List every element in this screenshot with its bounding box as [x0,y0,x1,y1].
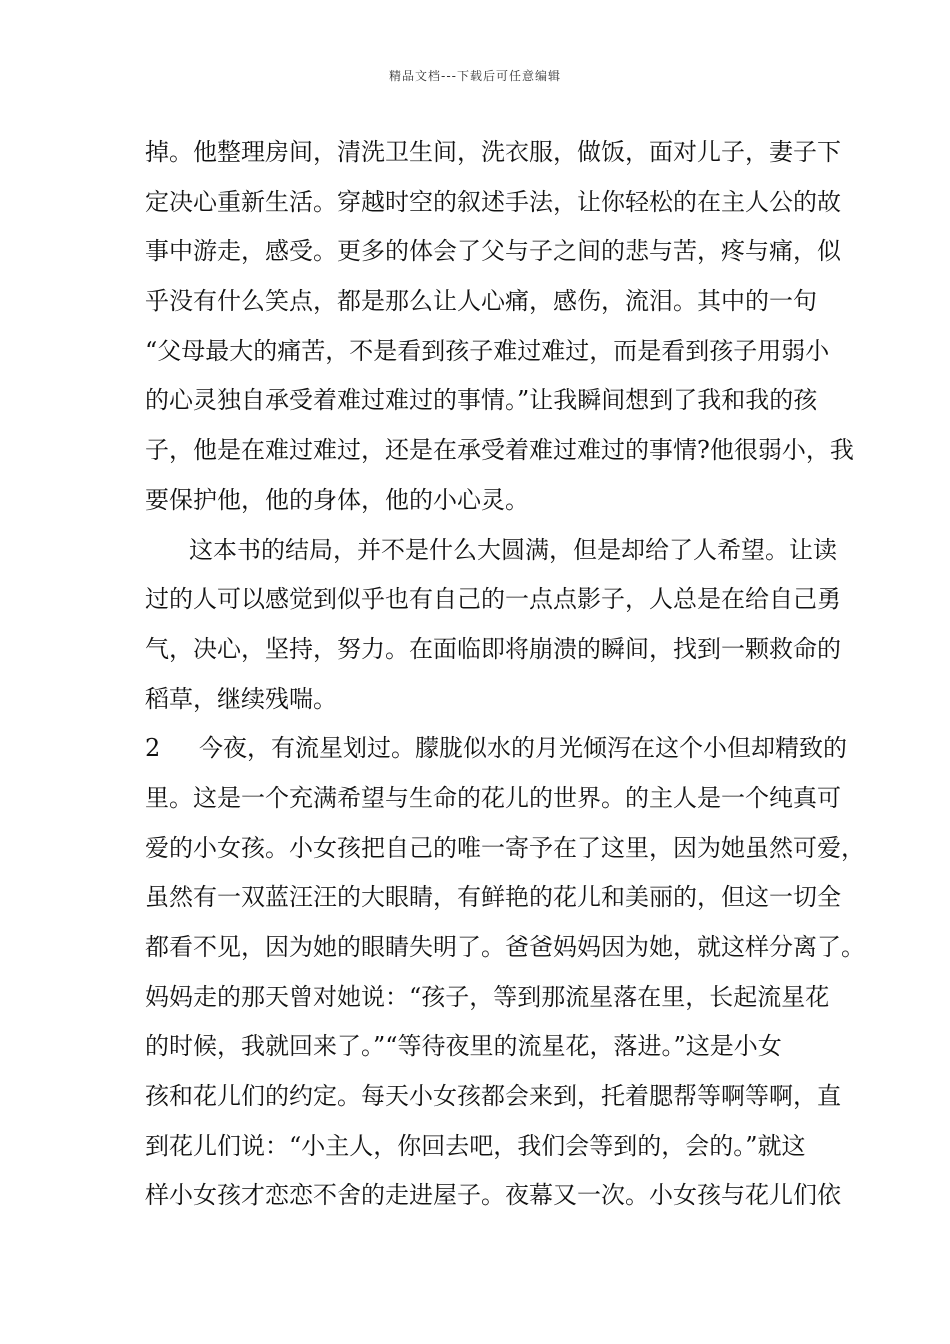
text-line: 今夜，有流星划过。朦胧似水的月光倾泻在这个小但却精致的 [199,734,847,763]
text-line: 气，决心，坚持，努力。在面临即将崩溃的瞬间，找到一颗救命的 [145,634,841,663]
text-line: 妈妈走的那天曾对她说：“孩子，等到那流星落在里，长起流星花 [145,982,830,1011]
section-first-line [145,724,847,774]
text-line: 孩和花儿们的约定。每天小女孩都会来到，托着腮帮等啊等啊，直 [145,1082,841,1111]
text-line: “父母最大的痛苦，不是看到孩子难过难过，而是看到孩子用弱小 [145,336,830,365]
text-line: 稻草，继续残喘。 [145,684,337,713]
text-line: 的时候，我就回来了。”“等待夜里的流星花，落进。”这是小女 [145,1032,782,1061]
paragraph-1 [145,128,854,526]
document-body [145,128,865,1221]
text-line: 里。这是一个充满希望与生命的花儿的世界。的主人是一个纯真可 [145,783,841,812]
section-2 [145,724,865,1221]
text-line: 乎没有什么笑点，都是那么让人心痛，感伤，流泪。其中的一句 [145,287,817,316]
text-line: 要保护他，他的身体，他的小心灵。 [145,485,529,514]
text-line: 事中游走，感受。更多的体会了父与子之间的悲与苦，疼与痛，似 [145,237,841,266]
text-line: 都看不见，因为她的眼睛失明了。爸爸妈妈因为她，就这样分离了。 [145,933,865,961]
page-header: 精品文档---下载后可任意编辑 [389,69,561,83]
text-line: 掉。他整理房间，清洗卫生间，洗衣服，做饭，面对儿子，妻子下 [145,138,841,166]
text-line: 过的人可以感觉到似乎也有自己的一点点影子，人总是在给自己勇 [145,585,841,614]
text-line: 爱的小女孩。小女孩把自己的唯一寄予在了这里，因为她虽然可爱， [145,833,865,862]
text-line: 到花儿们说：“小主人，你回去吧，我们会等到的，会的。”就这 [145,1131,806,1160]
text-line: 这本书的结局，并不是什么大圆满，但是却给了人希望。让读 [189,535,837,564]
text-line: 的心灵独自承受着难过难过的事情。”让我瞬间想到了我和我的孩 [145,386,818,415]
text-line: 样小女孩才恋恋不舍的走进屋子。夜幕又一次。小女孩与花儿们依 [145,1181,841,1210]
text-line: 子，他是在难过难过，还是在承受着难过难过的事情?他很弱小，我 [145,436,854,465]
text-line: 定决心重新生活。穿越时空的叙述手法，让你轻松的在主人公的故 [145,187,841,216]
section-number: 2 [145,734,161,763]
paragraph-2 [145,526,841,725]
text-line: 虽然有一双蓝汪汪的大眼睛，有鲜艳的花儿和美丽的，但这一切全 [145,883,841,912]
